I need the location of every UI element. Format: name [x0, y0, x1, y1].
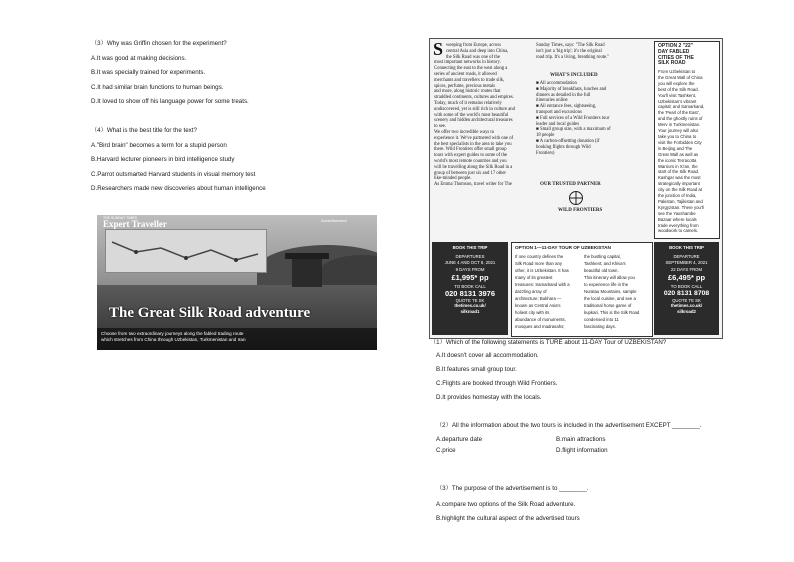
option2-line: Great Wall as well as: [658, 151, 699, 157]
option2-title-line: OPTION 2 "22": [658, 43, 694, 49]
compass-icon: [568, 190, 584, 206]
option1-line: other, it is Uzbekistan. It has: [515, 268, 569, 273]
option2-line: visit the Forbidden City: [658, 139, 702, 145]
option1-line: the bustling capital,: [584, 254, 621, 259]
intro-line: most important networks in history.: [434, 60, 501, 66]
included-item: dinners as detailed in the full: [536, 92, 591, 98]
included-item: leader and local guides: [536, 121, 580, 127]
intro-line: and more, along historic routes that: [434, 89, 501, 95]
book2-call: TO BOOK CALL: [670, 283, 703, 289]
option1-line: traditional horse game of: [584, 303, 632, 308]
book2-web1: thetimes.co.uk/: [670, 303, 703, 309]
route-map: [105, 229, 267, 273]
included-item: ■ All entrance fees, sightseeing,: [536, 104, 597, 110]
partner-title: OUR TRUSTED PARTNER: [540, 182, 601, 187]
included-item: ■ All accommodation: [536, 81, 577, 86]
included-item: booking flights through Wild: [536, 144, 591, 150]
image-caption: [101, 331, 246, 343]
r-q2-stem: （2）All the information about the two tours is included in the advertisement EXCEPT ________.: [436, 422, 702, 429]
intro-line: As Emma Thomson, travel writer for The: [434, 182, 512, 188]
r-q1-option-b[interactable]: B.It features small group tour.: [436, 366, 517, 373]
book1-head: BOOK THIS TRIP: [452, 245, 488, 250]
option2-line: the iconic Terracotta: [658, 157, 697, 163]
q3-option-c[interactable]: C.It had similar brain functions to human beings.: [91, 84, 224, 91]
included-item: ■ Majority of breakfasts, lunches and: [536, 86, 607, 92]
book1-days: 9 DAYS FROM: [455, 267, 485, 273]
option1-line: treasures: Samarkand with a: [515, 282, 570, 287]
option1-line: If one country defines the: [515, 254, 564, 259]
advertisement-tag: Advertisement: [321, 218, 347, 223]
book1-web1: thetimes.co.uk/: [454, 303, 486, 309]
option2-line: best of the Silk Road.: [658, 86, 699, 92]
option1-line: abundance of monuments,: [515, 317, 566, 322]
included-item: 18 people: [536, 133, 555, 139]
intro-line: central Asia and deep into China,: [446, 48, 509, 54]
option2-title-line: SILK ROAD: [658, 60, 686, 67]
intro-line: there. Wild Frontiers offer small group: [434, 147, 507, 153]
option2-line: trade everything from: [658, 222, 699, 228]
option1-col1: [515, 253, 570, 330]
quote-line: Sunday Times, says: "The Silk Road: [536, 43, 605, 48]
q3-stem: （3）Why was Griffin chosen for the experiment?: [91, 40, 227, 47]
caption-line: Choose from two extraordinary journeys along the fabled trading route: [101, 331, 244, 336]
masthead-small: THE SUNDAY TIMES: [103, 216, 137, 220]
partner-name: WILD FRONTIERS: [558, 208, 603, 213]
book2-web2: silkroad2: [677, 308, 696, 314]
book-trip-box-1[interactable]: [432, 242, 508, 335]
option2-line: take you to China to: [658, 133, 697, 139]
option1-line: to experience life in the: [584, 282, 629, 287]
option1-line: dazzling array of: [515, 289, 547, 294]
included-title: WHAT'S INCLUDED: [550, 73, 598, 78]
option2-title-line: CITIES OF THE: [658, 54, 694, 61]
option1-line: many of its greatest: [515, 275, 553, 280]
r-q1-option-d[interactable]: D.It provides homestay with the locals.: [436, 394, 542, 401]
intro-line: to see.: [434, 124, 446, 130]
r-q3-option-b[interactable]: B.highlight the cultural aspect of the advertised tours: [436, 515, 580, 522]
option2-line: You'll visit Tashkent,: [658, 92, 697, 98]
intro-line: weeping from Europe, across: [446, 43, 501, 48]
intro-line: world's most remote countries and you: [434, 158, 507, 164]
option1-line: Silk Road more than any: [515, 261, 563, 266]
intro-line: like-minded people.: [434, 176, 472, 182]
option2-line: capital; and Samarkand,: [658, 104, 705, 110]
r-q1-option-c[interactable]: C.Flights are booked through Wild Frontiers.: [436, 380, 558, 387]
book2-price: £6,495* pp: [667, 272, 706, 282]
book1-phone: 020 8131 3976: [444, 289, 496, 299]
option2-line: you will explore the: [658, 80, 695, 86]
q3-option-d[interactable]: D.It loved to show off his language power for some treats.: [91, 98, 249, 105]
intro-line: straddled continents, cultures and empires.: [434, 95, 514, 101]
intro-line: will be travelling along the Silk Road in a: [434, 164, 513, 170]
book1-price: £1,995* pp: [451, 272, 489, 282]
intro-line: Connecting the east to the west along a: [434, 66, 508, 72]
option2-text: [658, 69, 704, 234]
masthead: Expert Traveller: [103, 219, 167, 229]
option2-line: Merv in Turkmenistan.: [658, 122, 701, 128]
q4-option-b[interactable]: B.Harvard lecturer pioneers in bird intelligence study: [91, 156, 235, 163]
book2-days: 22 DAYS FROM: [670, 267, 703, 273]
book1-quote: QUOTE TE SK: [455, 298, 485, 304]
option2-line: Pakistan, Tajikistan and: [658, 198, 703, 204]
option1-line: holiest city with its: [515, 310, 550, 315]
q3-option-a[interactable]: A.It was good at making decisions.: [91, 55, 187, 62]
book1-call: TO BOOK CALL: [454, 283, 486, 289]
r-q1-stem: （1）Which of the following statements is TURE about 11-DAY Tour of UZBEKISTAN?: [430, 339, 667, 346]
intro-line: series of ancient roads, it allowed: [434, 71, 497, 77]
q4-stem: （4）What is the best title for the text?: [91, 127, 197, 134]
intro-line: Today, much of it remains relatively: [434, 100, 502, 106]
r-q3-stem: （3）The purpose of the advertisement is to ________.: [436, 485, 589, 492]
option2-line: the 'Pearl of the East',: [658, 110, 700, 116]
intro-line: with some of the world's most beautiful: [434, 112, 509, 118]
option2-line: strategically important: [658, 181, 700, 187]
intro-line: group of between just six and 17 other: [434, 170, 506, 176]
caption-line: which stretches from China through Uzbekistan, Turkmenistan and Iran: [101, 337, 246, 342]
option2-line: Warriors in Xi'an, the: [658, 163, 698, 169]
option2-line: Your journey will also: [658, 128, 699, 134]
option1-line: beautiful old town.: [584, 268, 619, 273]
option2-line: start of the Silk Road.: [658, 169, 700, 175]
book2-quote: QUOTE TE SK: [672, 298, 701, 304]
option1-title: OPTION 1—11-DAY TOUR OF UZBEKISTAN: [515, 245, 611, 250]
included-list: [536, 81, 611, 156]
intro-line: spices, perfume, precious metals: [434, 83, 496, 89]
option1-col2: [584, 253, 639, 330]
included-item: transport and excursions: [536, 109, 582, 115]
q3-option-b[interactable]: B.It was specially trained for experiments.: [91, 69, 206, 76]
option2-line: and the ghostly ruins of: [658, 116, 703, 122]
option2-line: woodwork to camels.: [658, 228, 699, 234]
intro-text: [434, 43, 515, 188]
option2-line: in Beijing and The: [658, 145, 693, 151]
q4-option-a[interactable]: A."Bird brain" becomes a term for a stupid person: [91, 142, 227, 149]
intro-line: merchants and travellers to trade silk,: [434, 77, 505, 83]
option2-line: the Great Wall of China: [658, 74, 703, 80]
dropcap: S: [433, 39, 444, 59]
option2-line: Kashgar was the most: [658, 175, 701, 181]
r-q1-option-a[interactable]: A.It doesn't cover all accommodation.: [436, 352, 539, 359]
option1-line: kupkari. This is the Silk Road: [584, 310, 640, 315]
intro-line: scenery and hidden architectural treasures: [434, 118, 513, 124]
option2-line: Uzbekistan's vibrant: [658, 98, 697, 104]
r-q2-option-d[interactable]: D.flight information: [556, 447, 608, 454]
option1-line: Nuratau Mountains, sample: [584, 289, 637, 294]
book1-web2: silkroad1: [460, 308, 480, 314]
r-q3-option-a[interactable]: A.compare two options of the Silk Road adventure.: [436, 501, 576, 508]
quote-line: isn't just a 'big trip'; it's the original: [536, 48, 602, 54]
book1-dep2: JUNE 4 AND OCT 8, 2021: [444, 259, 496, 265]
book2-head: BOOK THIS TRIP: [669, 245, 704, 250]
option1-line: architecture; Bukhara —: [515, 296, 562, 301]
silk-road-advertisement: [429, 38, 723, 339]
option2-title: [658, 44, 694, 67]
book2-phone: 020 8131 8708: [663, 290, 710, 298]
included-item: ■ A carbon-offsetting donation (if: [536, 138, 600, 144]
option1-box: [511, 242, 653, 337]
option1-line: Tashkent; and Khiva's: [584, 261, 626, 266]
intro-line: experience it. We've partnered with one of: [434, 135, 514, 141]
intro-line: tours with expert guides to some of the: [434, 153, 508, 159]
r-q2-option-a[interactable]: A.departure date: [436, 436, 483, 443]
option2-box: [654, 41, 720, 239]
option1-line: known as Central Asia's: [515, 303, 561, 308]
option1-line: mosques and madrasahs;: [515, 324, 565, 329]
included-item: ■ Full services of a Wild Frontiers tour: [536, 115, 610, 121]
included-item: Frontiers): [536, 150, 555, 156]
included-item: itineraries online: [536, 98, 568, 104]
quote-line: road trip. It's a living, breathing route.": [536, 54, 610, 60]
pagoda-shape: [292, 257, 322, 287]
option2-line: city on the Silk Road at: [658, 187, 702, 193]
option2-line: the junction of India,: [658, 193, 697, 199]
book2-dep2: SEPTEMBER 4, 2021: [665, 259, 708, 265]
intro-line: We offer two incredible ways to: [434, 129, 495, 135]
included-item: ■ Small group size, with a maximum of: [536, 127, 611, 133]
book2-dep1: DEPARTURE: [673, 254, 700, 260]
option2-line: see the Yaxshambe: [658, 210, 696, 216]
option2-line: From Uzbekistan to: [658, 69, 696, 74]
quote-text: [536, 43, 609, 60]
intro-line: the Silk Road was one of the: [446, 54, 500, 60]
silk-road-photo: [97, 215, 377, 350]
option1-line: fascinating days.: [584, 324, 617, 329]
intro-line: undiscovered, yet is still rich in culture and: [434, 106, 515, 112]
option2-title-line: DAY FABLED: [658, 48, 690, 55]
q4-option-c[interactable]: C.Parrot outsmarted Harvard students in visual memory test: [91, 171, 256, 178]
r-q2-option-c[interactable]: C.price: [436, 447, 456, 454]
r-q2-option-b[interactable]: B.main attractions: [556, 436, 606, 443]
book-trip-box-2[interactable]: [654, 242, 719, 335]
image-title: The Great Silk Road adventure: [109, 305, 311, 321]
option1-line: This itinerary will allow you: [584, 275, 635, 280]
q4-option-d[interactable]: D.Researchers made new discoveries about human intelligence: [91, 185, 266, 192]
option1-line: condensed into 11: [584, 317, 619, 322]
option2-line: Bazaar where locals: [658, 216, 697, 222]
book1-dep1: DEPARTURES: [455, 254, 485, 260]
intro-line: the best specialists in the area to take you: [434, 141, 512, 147]
option1-line: the local cuisine, and see a: [584, 296, 636, 301]
option2-line: Kyrgyzstan. There you'll: [658, 204, 704, 210]
